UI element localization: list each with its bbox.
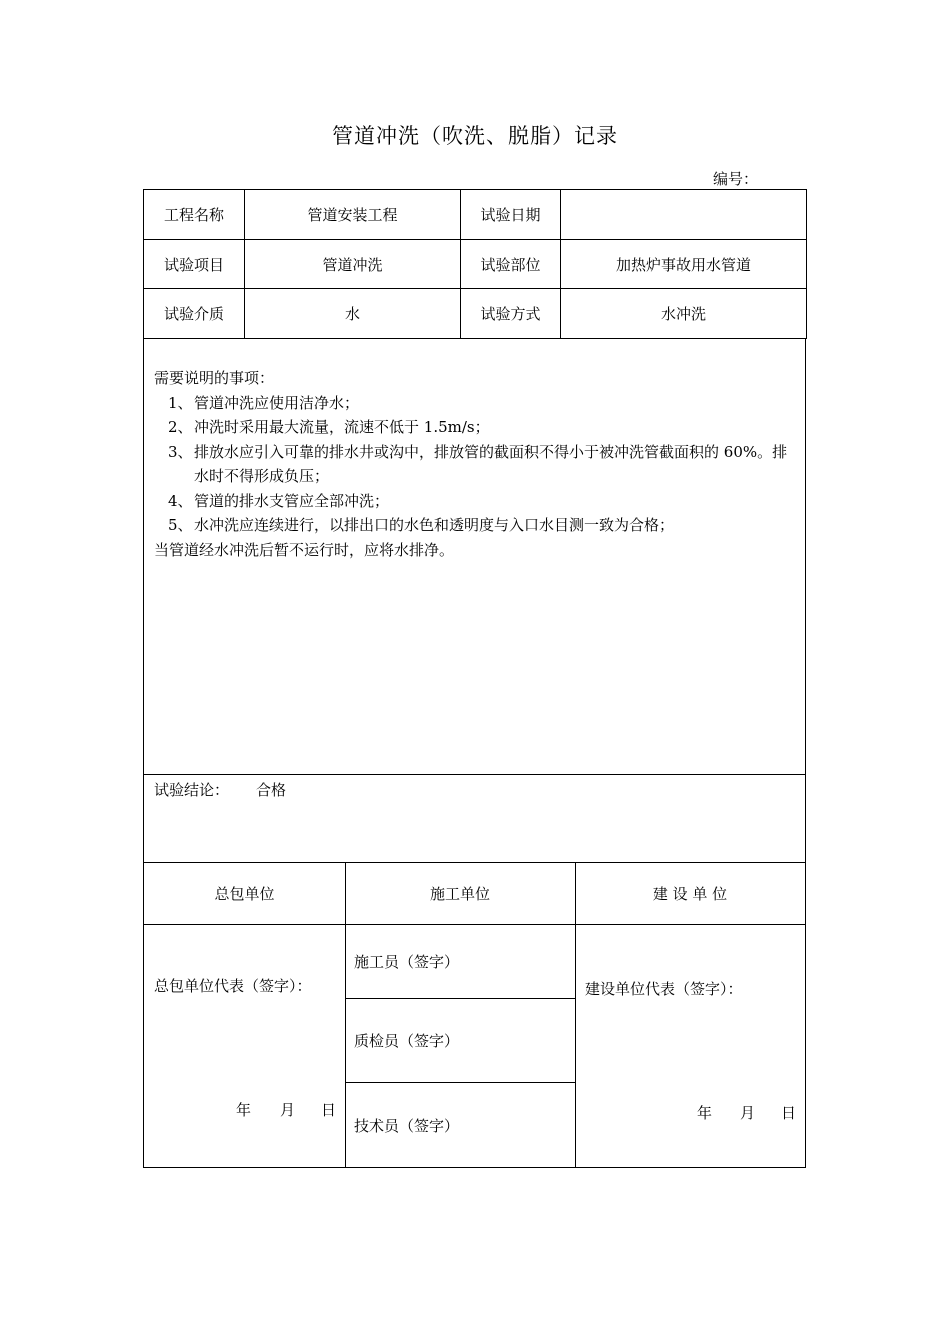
notes-footer: 当管道经水冲洗后暂不运行时，应将水排净。 xyxy=(154,540,455,559)
project-name-value: 管道安装工程 xyxy=(245,190,461,240)
note-number: 5、 xyxy=(168,516,193,534)
note-number: 2、 xyxy=(168,418,193,436)
method-label: 试验方式 xyxy=(461,289,561,339)
project-name-label: 工程名称 xyxy=(144,190,245,240)
note-text: 排放水应引入可靠的排水井或沟中，排放管的截面积不得小于被冲洗管截面积的 60%。排水时不得形成负压； xyxy=(194,442,788,485)
notes-section xyxy=(143,338,806,774)
divider xyxy=(144,924,805,925)
note-item xyxy=(154,391,794,416)
test-part-value: 加热炉事故用水管道 xyxy=(561,240,807,289)
medium-value: 水 xyxy=(245,289,461,339)
signature-section xyxy=(143,862,806,1168)
note-number: 4、 xyxy=(168,491,193,510)
note-item xyxy=(154,513,794,538)
builder-signature-label: 施工员（签字） xyxy=(354,953,460,971)
gc-date-month: 月 xyxy=(280,1101,296,1119)
general-contractor-header: 总包单位 xyxy=(214,885,275,903)
owner-header: 建 设 单 位 xyxy=(652,885,728,903)
divider xyxy=(575,863,576,1167)
medium-label: 试验介质 xyxy=(144,289,245,339)
test-date-value xyxy=(561,190,807,240)
test-item-value: 管道冲洗 xyxy=(245,240,461,289)
conclusion-label: 试验结论： xyxy=(154,781,230,799)
note-item xyxy=(154,415,794,440)
divider xyxy=(345,863,346,1167)
test-item-label: 试验项目 xyxy=(144,240,245,289)
note-text: 管道冲洗应使用洁净水； xyxy=(194,393,360,412)
note-text: 水冲洗应连续进行，以排出口的水色和透明度与入口水目测一致为合格； xyxy=(194,516,675,534)
notes-heading: 需要说明的事项： xyxy=(154,369,275,387)
gc-date-year: 年 xyxy=(236,1101,252,1119)
note-number: 3、 xyxy=(168,442,193,461)
owner-date-month: 月 xyxy=(740,1104,756,1122)
test-date-label: 试验日期 xyxy=(461,190,561,240)
doc-number-label: 编号： xyxy=(713,170,759,188)
page-title: 管道冲洗（吹洗、脱脂）记录 xyxy=(332,124,618,148)
constructor-header: 施工单位 xyxy=(429,885,490,903)
test-part-label: 试验部位 xyxy=(461,240,561,289)
qc-signature-label: 质检员（签字） xyxy=(354,1032,460,1050)
tech-signature-label: 技术员（签字） xyxy=(354,1117,460,1135)
gc-date-day: 日 xyxy=(321,1101,337,1119)
gc-representative-label: 总包单位代表（签字）： xyxy=(154,977,312,995)
owner-date-day: 日 xyxy=(781,1104,797,1122)
divider xyxy=(345,1082,575,1083)
note-number: 1、 xyxy=(168,393,193,412)
method-value: 水冲洗 xyxy=(561,289,807,339)
note-text: 冲洗时采用最大流量，流速不低于 1.5m/s； xyxy=(194,418,490,436)
note-item xyxy=(154,440,794,489)
conclusion-value: 合格 xyxy=(256,781,287,799)
conclusion-section xyxy=(143,774,806,863)
owner-representative-label: 建设单位代表（签字）： xyxy=(585,980,743,998)
note-text: 管道的排水支管应全部冲洗； xyxy=(194,491,390,510)
divider xyxy=(345,998,575,999)
owner-date-year: 年 xyxy=(697,1104,713,1122)
info-table xyxy=(143,189,807,339)
note-item xyxy=(154,489,794,514)
